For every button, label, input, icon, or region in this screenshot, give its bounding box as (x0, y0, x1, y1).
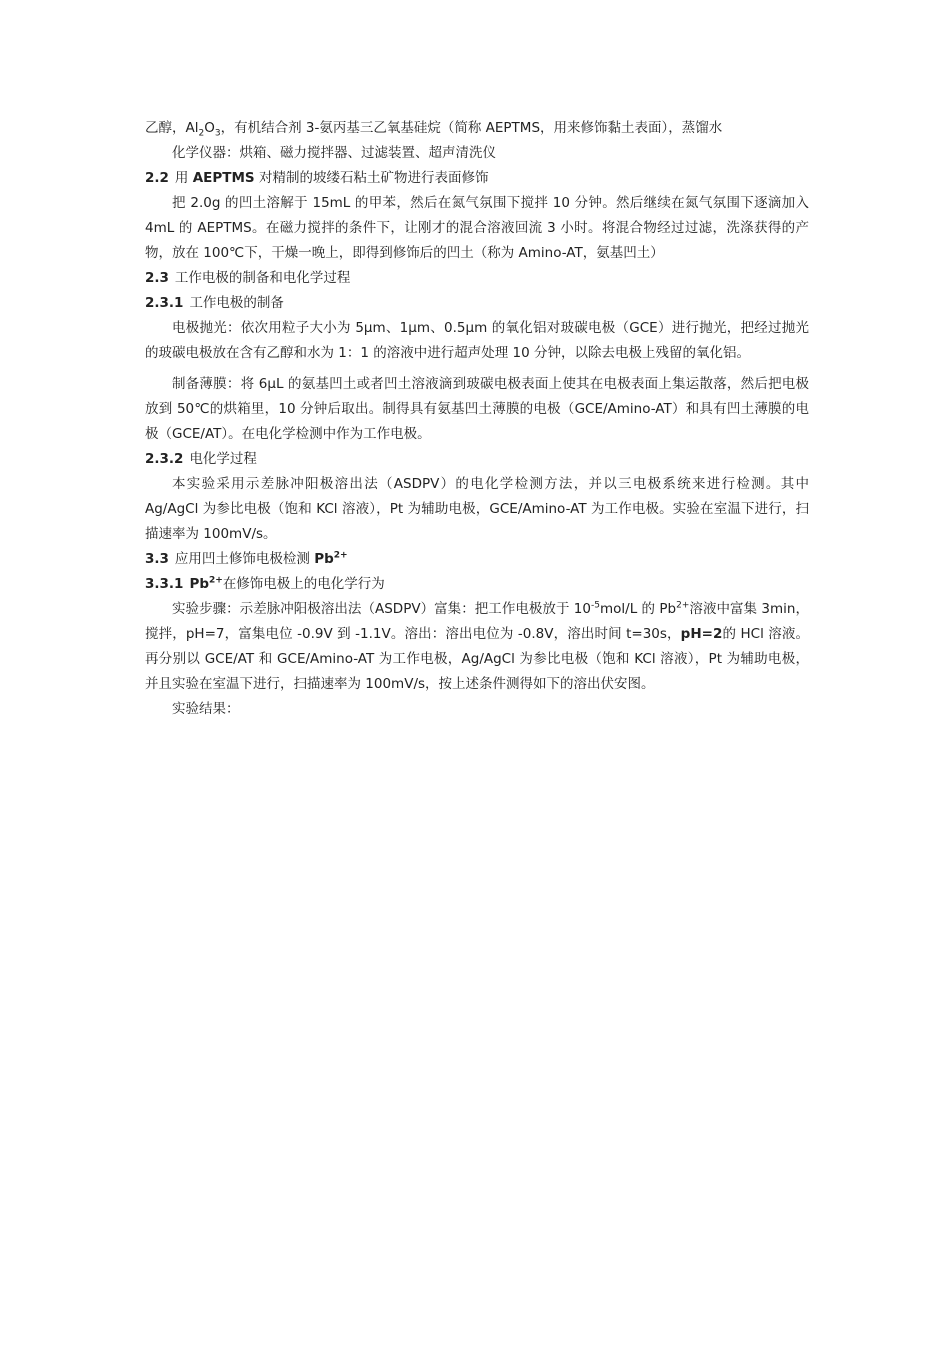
lead-ion-text: Pb (314, 551, 334, 567)
heading-text: 在修饰电极上的电化学行为 (222, 576, 385, 592)
steps-text-d: 的 HCl 溶液。再分别以 GCE/AT 和 GCE/Amino-AT 为工作电极，Ag/AgCl 为参比电极（饱和 KCl 溶液），Pt 为辅助电极，并且实验在室温下进行，扫描速率为 100mV/s，按上述条件测得如下的溶出伏安图。 (145, 626, 809, 692)
electrode-polish-paragraph: 电极抛光：依次用粒子大小为 5μm、1μm、0.5μm 的氧化铝对玻碳电极（GCE）进行抛光，把经过抛光的玻碳电极放在含有乙醇和水为 1：1 的溶液中进行超声处理 10 分钟，以除去电极上残留的氧化铝。 (145, 320, 809, 361)
section-number: 2.3 (145, 270, 169, 286)
section-2-3-heading (145, 266, 809, 291)
section-number: 2.2 (145, 170, 169, 186)
section-3-3-1-heading (145, 572, 809, 597)
experiment-steps-paragraph (145, 597, 809, 697)
section-3-3-heading (145, 547, 809, 572)
al-subscript: 2 (198, 128, 205, 139)
section-number: 2.3.2 (145, 451, 184, 467)
film-preparation-paragraph: 制备薄膜：将 6μL 的氨基凹土或者凹土溶液滴到玻碳电极表面上使其在电极表面上集运散落，然后把电极放到 50℃的烘箱里，10 分钟后取出。制得具有氨基凹土薄膜的电极（GCE/Amino-AT）和具有凹土薄膜的电极（GCE/AT）。在电化学检测中作为工作电极。 (145, 376, 809, 442)
section-number: 3.3.1 (145, 576, 184, 592)
lead-ion-charge: 2+ (333, 550, 348, 561)
ph-bold-text: pH=2 (680, 626, 723, 642)
heading-text: 对精制的坡缕石粘土矿物进行表面修饰 (258, 170, 489, 186)
lead-ion-charge: 2+ (209, 575, 223, 586)
electrochemical-process-paragraph: 本实验采用示差脉冲阳极溶出法（ASDPV）的电化学检测方法，并以三电极系统来进行检测。其中 Ag/AgCl 为参比电极（饱和 KCl 溶液），Pt 为辅助电极，GCE/Amino-AT 为工作电极。实验在室温下进行，扫描速率为 100mV/s。 (145, 476, 809, 542)
instruments-paragraph: 化学仪器：烘箱、磁力搅拌器、过滤装置、超声清洗仪 (172, 145, 496, 161)
steps-text-c: 溶液中富集 3min，搅拌，pH=7，富集电位 -0.9V 到 -1.1V。溶出：溶出电位为 -0.8V，溶出时间 t=30s， (145, 601, 809, 642)
reagents-paragraph (145, 116, 809, 141)
lead-ion-charge: 2+ (676, 600, 690, 611)
al-text: Al (185, 120, 199, 136)
section-number: 2.3.1 (145, 295, 184, 311)
reagents-text-b: ，有机结合剂 3-氨丙基三乙氧基硅烷（简称 AEPTMS，用来修饰黏土表面），蒸馏水 (220, 120, 723, 136)
heading-text: 用 (174, 170, 189, 186)
heading-text: 工作电极的制备 (189, 295, 284, 311)
section-2-3-1-heading (145, 291, 809, 316)
results-label: 实验结果： (172, 701, 240, 717)
section-2-2-heading (145, 166, 809, 191)
reagents-text-a: 乙醇， (145, 120, 186, 136)
concentration-exponent: -5 (591, 600, 600, 611)
section-2-2-body: 把 2.0g 的凹土溶解于 15mL 的甲苯，然后在氮气氛围下搅拌 10 分钟。然后继续在氮气氛围下逐滴加入 4mL 的 AEPTMS。在磁力搅拌的条件下，让刚才的混合溶液回流 3 小时。将混合物经过过滤，洗涤获得的产物，放在 100℃下，干燥一晚上，即得到修饰后的凹土（称为 Amino-AT，氨基凹土） (145, 195, 809, 261)
lead-ion-text: Pb (189, 576, 209, 592)
heading-text: 电化学过程 (189, 451, 257, 467)
steps-text-a: 实验步骤：示差脉冲阳极溶出法（ASDPV）富集：把工作电极放于 10 (172, 601, 591, 617)
heading-text: 应用凹土修饰电极检测 (174, 551, 310, 567)
document-body (145, 116, 809, 722)
steps-text-b: mol/L 的 Pb (599, 601, 677, 617)
o-text: O (204, 120, 215, 136)
heading-bold-text: AEPTMS (192, 170, 255, 186)
section-2-3-2-heading (145, 447, 809, 472)
section-number: 3.3 (145, 551, 169, 567)
heading-text: 工作电极的制备和电化学过程 (174, 270, 351, 286)
o-subscript: 3 (214, 128, 221, 139)
